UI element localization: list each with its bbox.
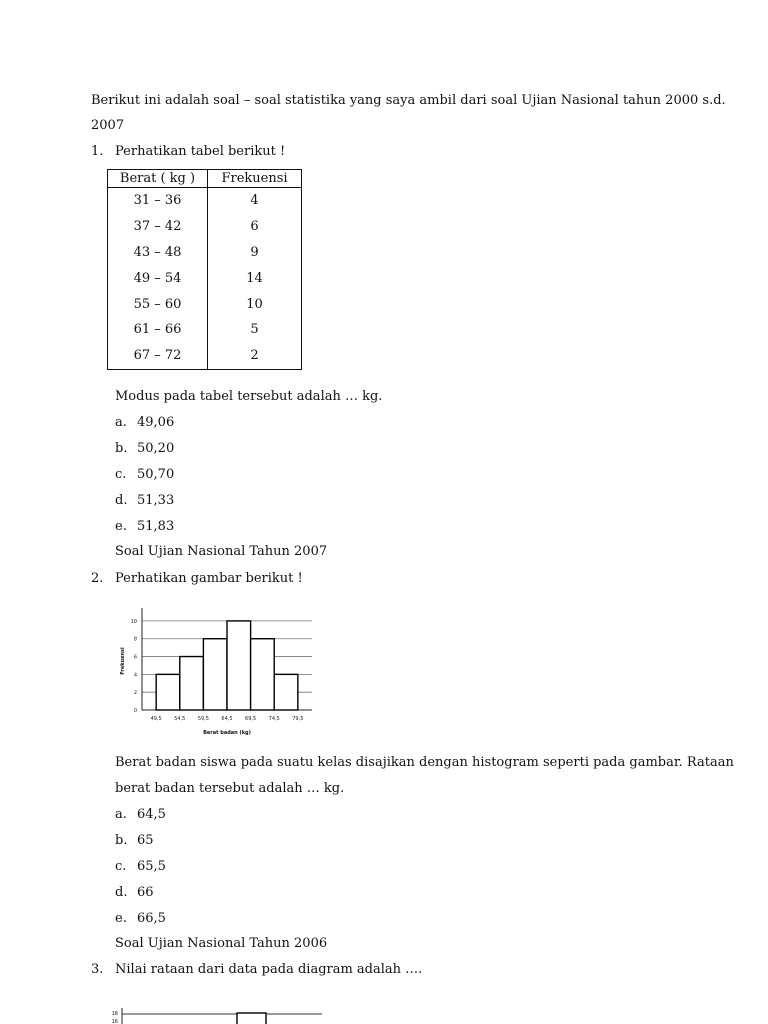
table-row bbox=[108, 240, 302, 266]
q2-option-d bbox=[115, 884, 154, 902]
option-value: 49,06 bbox=[137, 415, 175, 430]
option-value: 64,5 bbox=[137, 807, 166, 822]
diagram-bar bbox=[237, 1013, 266, 1024]
option-value: 51,33 bbox=[137, 493, 175, 508]
q3-number: 3. bbox=[91, 962, 104, 977]
q1-option-e bbox=[115, 518, 174, 536]
table-cell: 5 bbox=[208, 317, 302, 343]
q3-prompt: Nilai rataan dari data pada diagram adalah …. bbox=[115, 962, 423, 977]
option-value: 50,70 bbox=[137, 467, 175, 482]
option-letter: c. bbox=[115, 467, 127, 482]
histogram-chart bbox=[114, 592, 324, 742]
table-header-frequency: Frekuensi bbox=[208, 170, 302, 188]
q2-source: Soal Ujian Nasional Tahun 2006 bbox=[115, 936, 328, 951]
histogram-bar bbox=[156, 674, 180, 710]
q1-prompt: Perhatikan tabel berikut ! bbox=[115, 144, 286, 159]
histogram-bar bbox=[251, 639, 275, 710]
option-value: 50,20 bbox=[137, 441, 175, 456]
histogram-bar bbox=[203, 639, 227, 710]
option-letter: a. bbox=[115, 807, 127, 822]
option-value: 66 bbox=[137, 885, 154, 900]
frequency-table bbox=[107, 169, 302, 370]
option-letter: e. bbox=[115, 911, 127, 926]
table-row bbox=[108, 188, 302, 214]
q1-option-a bbox=[115, 414, 174, 432]
table-row bbox=[108, 291, 302, 317]
table-row bbox=[108, 265, 302, 291]
y-axis-title: Frekuensi bbox=[120, 647, 126, 675]
table-header-weight: Berat ( kg ) bbox=[108, 170, 208, 188]
option-letter: e. bbox=[115, 519, 127, 534]
y-tick-label: 4 bbox=[133, 672, 137, 679]
x-tick-label: 79,5 bbox=[292, 716, 304, 722]
y-tick-label: 0 bbox=[133, 708, 137, 714]
y-tick-label: 6 bbox=[133, 654, 137, 661]
q2-number: 2. bbox=[91, 571, 104, 586]
y-tick-label: 8 bbox=[133, 636, 137, 643]
table-cell: 43 – 48 bbox=[108, 240, 208, 266]
q1-source: Soal Ujian Nasional Tahun 2007 bbox=[115, 544, 328, 559]
x-tick-label: 49,5 bbox=[150, 716, 162, 722]
q2-question-line-1: Berat badan siswa pada suatu kelas disajikan dengan histogram seperti pada gambar. Rataan bbox=[115, 755, 734, 770]
q2-prompt: Perhatikan gambar berikut ! bbox=[115, 571, 303, 586]
q1-number: 1. bbox=[91, 144, 104, 159]
x-tick-label: 74,5 bbox=[268, 716, 280, 722]
x-tick-label: 64,5 bbox=[221, 716, 233, 722]
table-cell: 49 – 54 bbox=[108, 265, 208, 291]
table-cell: 31 – 36 bbox=[108, 188, 208, 214]
histogram-bar bbox=[180, 657, 204, 710]
q2-option-b bbox=[115, 832, 154, 850]
q2-option-a bbox=[115, 806, 166, 824]
x-tick-label: 54,5 bbox=[174, 716, 186, 722]
table-row bbox=[108, 317, 302, 343]
partial-diagram-chart bbox=[104, 1000, 334, 1024]
table-header-row bbox=[108, 170, 302, 188]
y-tick-label: 2 bbox=[133, 690, 137, 697]
q1-option-b bbox=[115, 440, 174, 458]
y-tick-label: 18 bbox=[111, 1011, 118, 1017]
x-axis-title: Berat badan (kg) bbox=[203, 730, 251, 736]
table-cell: 55 – 60 bbox=[108, 291, 208, 317]
table-cell: 10 bbox=[208, 291, 302, 317]
table-row bbox=[108, 343, 302, 369]
table-cell: 67 – 72 bbox=[108, 343, 208, 369]
histogram-bar bbox=[274, 674, 298, 710]
table-row bbox=[108, 214, 302, 240]
q1-question: Modus pada tabel tersebut adalah … kg. bbox=[115, 389, 383, 404]
option-letter: d. bbox=[115, 885, 128, 900]
table-cell: 9 bbox=[208, 240, 302, 266]
option-letter: b. bbox=[115, 833, 128, 848]
q2-question-line-2: berat badan tersebut adalah … kg. bbox=[115, 781, 345, 796]
table-cell: 37 – 42 bbox=[108, 214, 208, 240]
table-cell: 2 bbox=[208, 343, 302, 369]
q2-option-e bbox=[115, 910, 166, 928]
option-letter: c. bbox=[115, 859, 127, 874]
intro-line-1: Berikut ini adalah soal – soal statistika yang saya ambil dari soal Ujian Nasional tahun 2000 s.d. bbox=[91, 93, 726, 108]
option-value: 65,5 bbox=[137, 859, 166, 874]
q1-option-c bbox=[115, 466, 174, 484]
option-letter: d. bbox=[115, 493, 128, 508]
option-letter: b. bbox=[115, 441, 128, 456]
q2-option-c bbox=[115, 858, 166, 876]
table-cell: 4 bbox=[208, 188, 302, 214]
y-tick-label: 16 bbox=[111, 1019, 118, 1024]
option-value: 66,5 bbox=[137, 911, 166, 926]
histogram-bar bbox=[227, 621, 251, 710]
x-tick-label: 69,5 bbox=[245, 716, 257, 722]
option-letter: a. bbox=[115, 415, 127, 430]
x-tick-label: 59,5 bbox=[197, 716, 209, 722]
table-cell: 6 bbox=[208, 214, 302, 240]
intro-line-2: 2007 bbox=[91, 118, 125, 133]
table-cell: 61 – 66 bbox=[108, 317, 208, 343]
y-tick-label: 10 bbox=[130, 618, 137, 625]
table-cell: 14 bbox=[208, 265, 302, 291]
q1-option-d bbox=[115, 492, 174, 510]
option-value: 65 bbox=[137, 833, 154, 848]
option-value: 51,83 bbox=[137, 519, 175, 534]
